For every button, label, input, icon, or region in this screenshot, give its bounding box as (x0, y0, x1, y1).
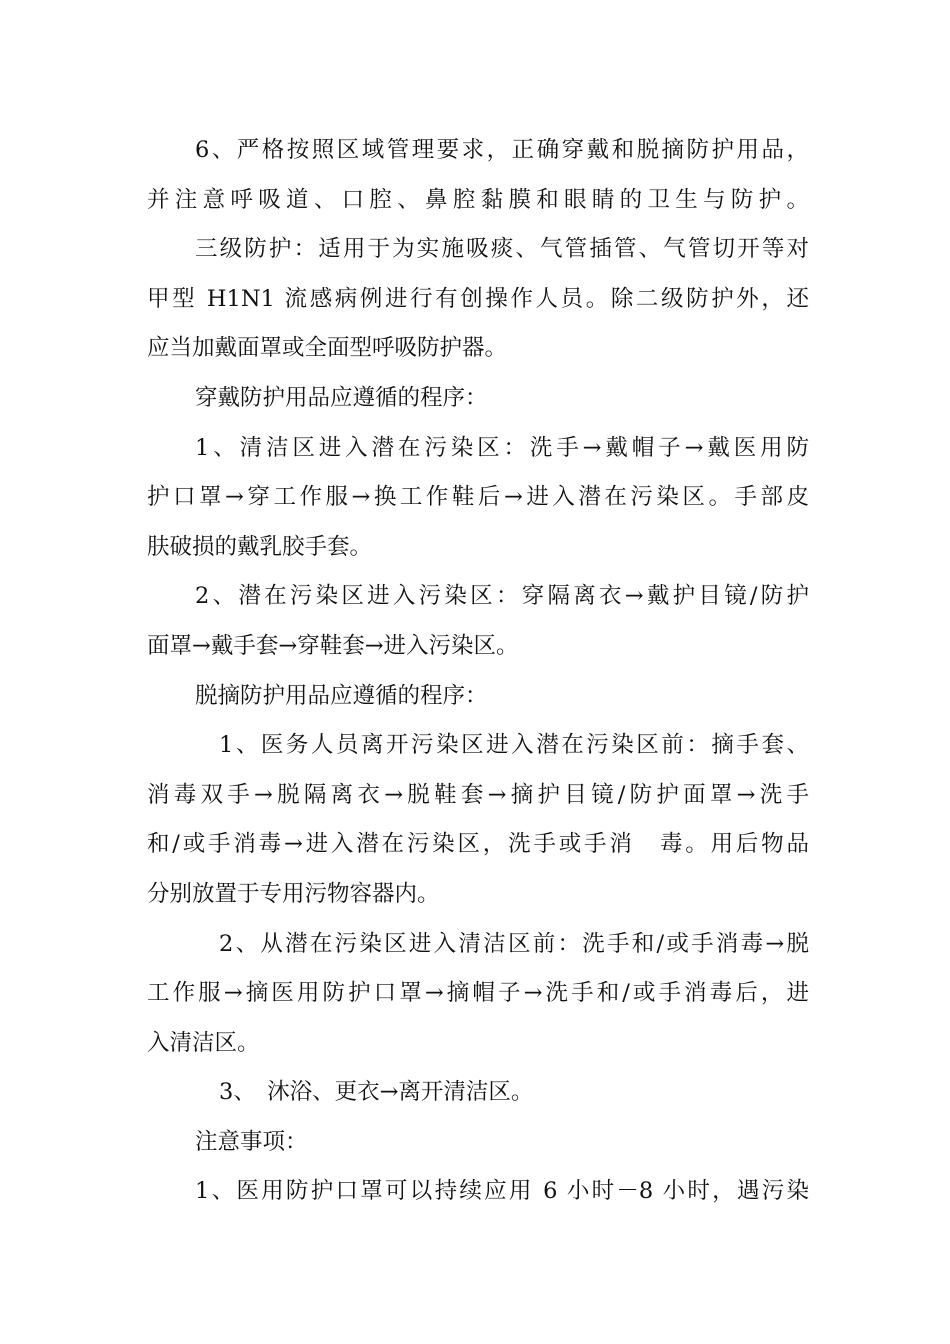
paragraph-line: 1、清洁区进入潜在污染区：洗手→戴帽子→戴医用防 (195, 434, 809, 461)
paragraph-line: 肤破损的戴乳胶手套。 (147, 533, 373, 560)
paragraph-line: 入清洁区。 (147, 1029, 260, 1056)
paragraph-line: 护口罩→穿工作服→换工作鞋后→进入潜在污染区。手部皮 (147, 484, 809, 511)
paragraph-line: 甲型 H1N1 流感病例进行有创操作人员。除二级防护外，还 (147, 285, 809, 312)
body-text (147, 126, 809, 1217)
paragraph-line: 1、医务人员离开污染区进入潜在污染区前：摘手套、 (219, 732, 809, 759)
paragraph-line: 1、医用防护口罩可以持续应用 6 小时－8 小时，遇污染 (195, 1178, 809, 1205)
section-heading: 注意事项： (195, 1128, 308, 1155)
section-heading: 穿戴防护用品应遵循的程序： (195, 384, 488, 411)
paragraph-line: 2、潜在污染区进入污染区：穿隔离衣→戴护目镜/防护 (195, 583, 809, 610)
paragraph-line: 和/或手消毒→进入潜在污染区，洗手或手消 毒。用后物品 (147, 831, 809, 858)
paragraph-line: 面罩→戴手套→穿鞋套→进入污染区。 (147, 632, 519, 659)
paragraph-line: 消毒双手→脱隔离衣→脱鞋套→摘护目镜/防护面罩→洗手 (147, 781, 809, 808)
paragraph-line: 6、严格按照区域管理要求，正确穿戴和脱摘防护用品， (195, 137, 809, 163)
paragraph-line: 3、 沐浴、更衣→离开清洁区。 (219, 1079, 534, 1106)
paragraph-line: 并注意呼吸道、口腔、鼻腔黏膜和眼睛的卫生与防护。 (147, 186, 809, 213)
paragraph-line: 2、从潜在污染区进入清洁区前：洗手和/或手消毒→脱 (219, 930, 809, 957)
paragraph-line: 三级防护：适用于为实施吸痰、气管插管、气管切开等对 (195, 236, 809, 263)
paragraph-line: 应当加戴面罩或全面型呼吸防护器。 (147, 335, 508, 362)
section-heading: 脱摘防护用品应遵循的程序： (195, 682, 488, 709)
paragraph-line: 工作服→摘医用防护口罩→摘帽子→洗手和/或手消毒后，进 (147, 980, 809, 1007)
paragraph-line: 分别放置于专用污物容器内。 (147, 880, 440, 907)
